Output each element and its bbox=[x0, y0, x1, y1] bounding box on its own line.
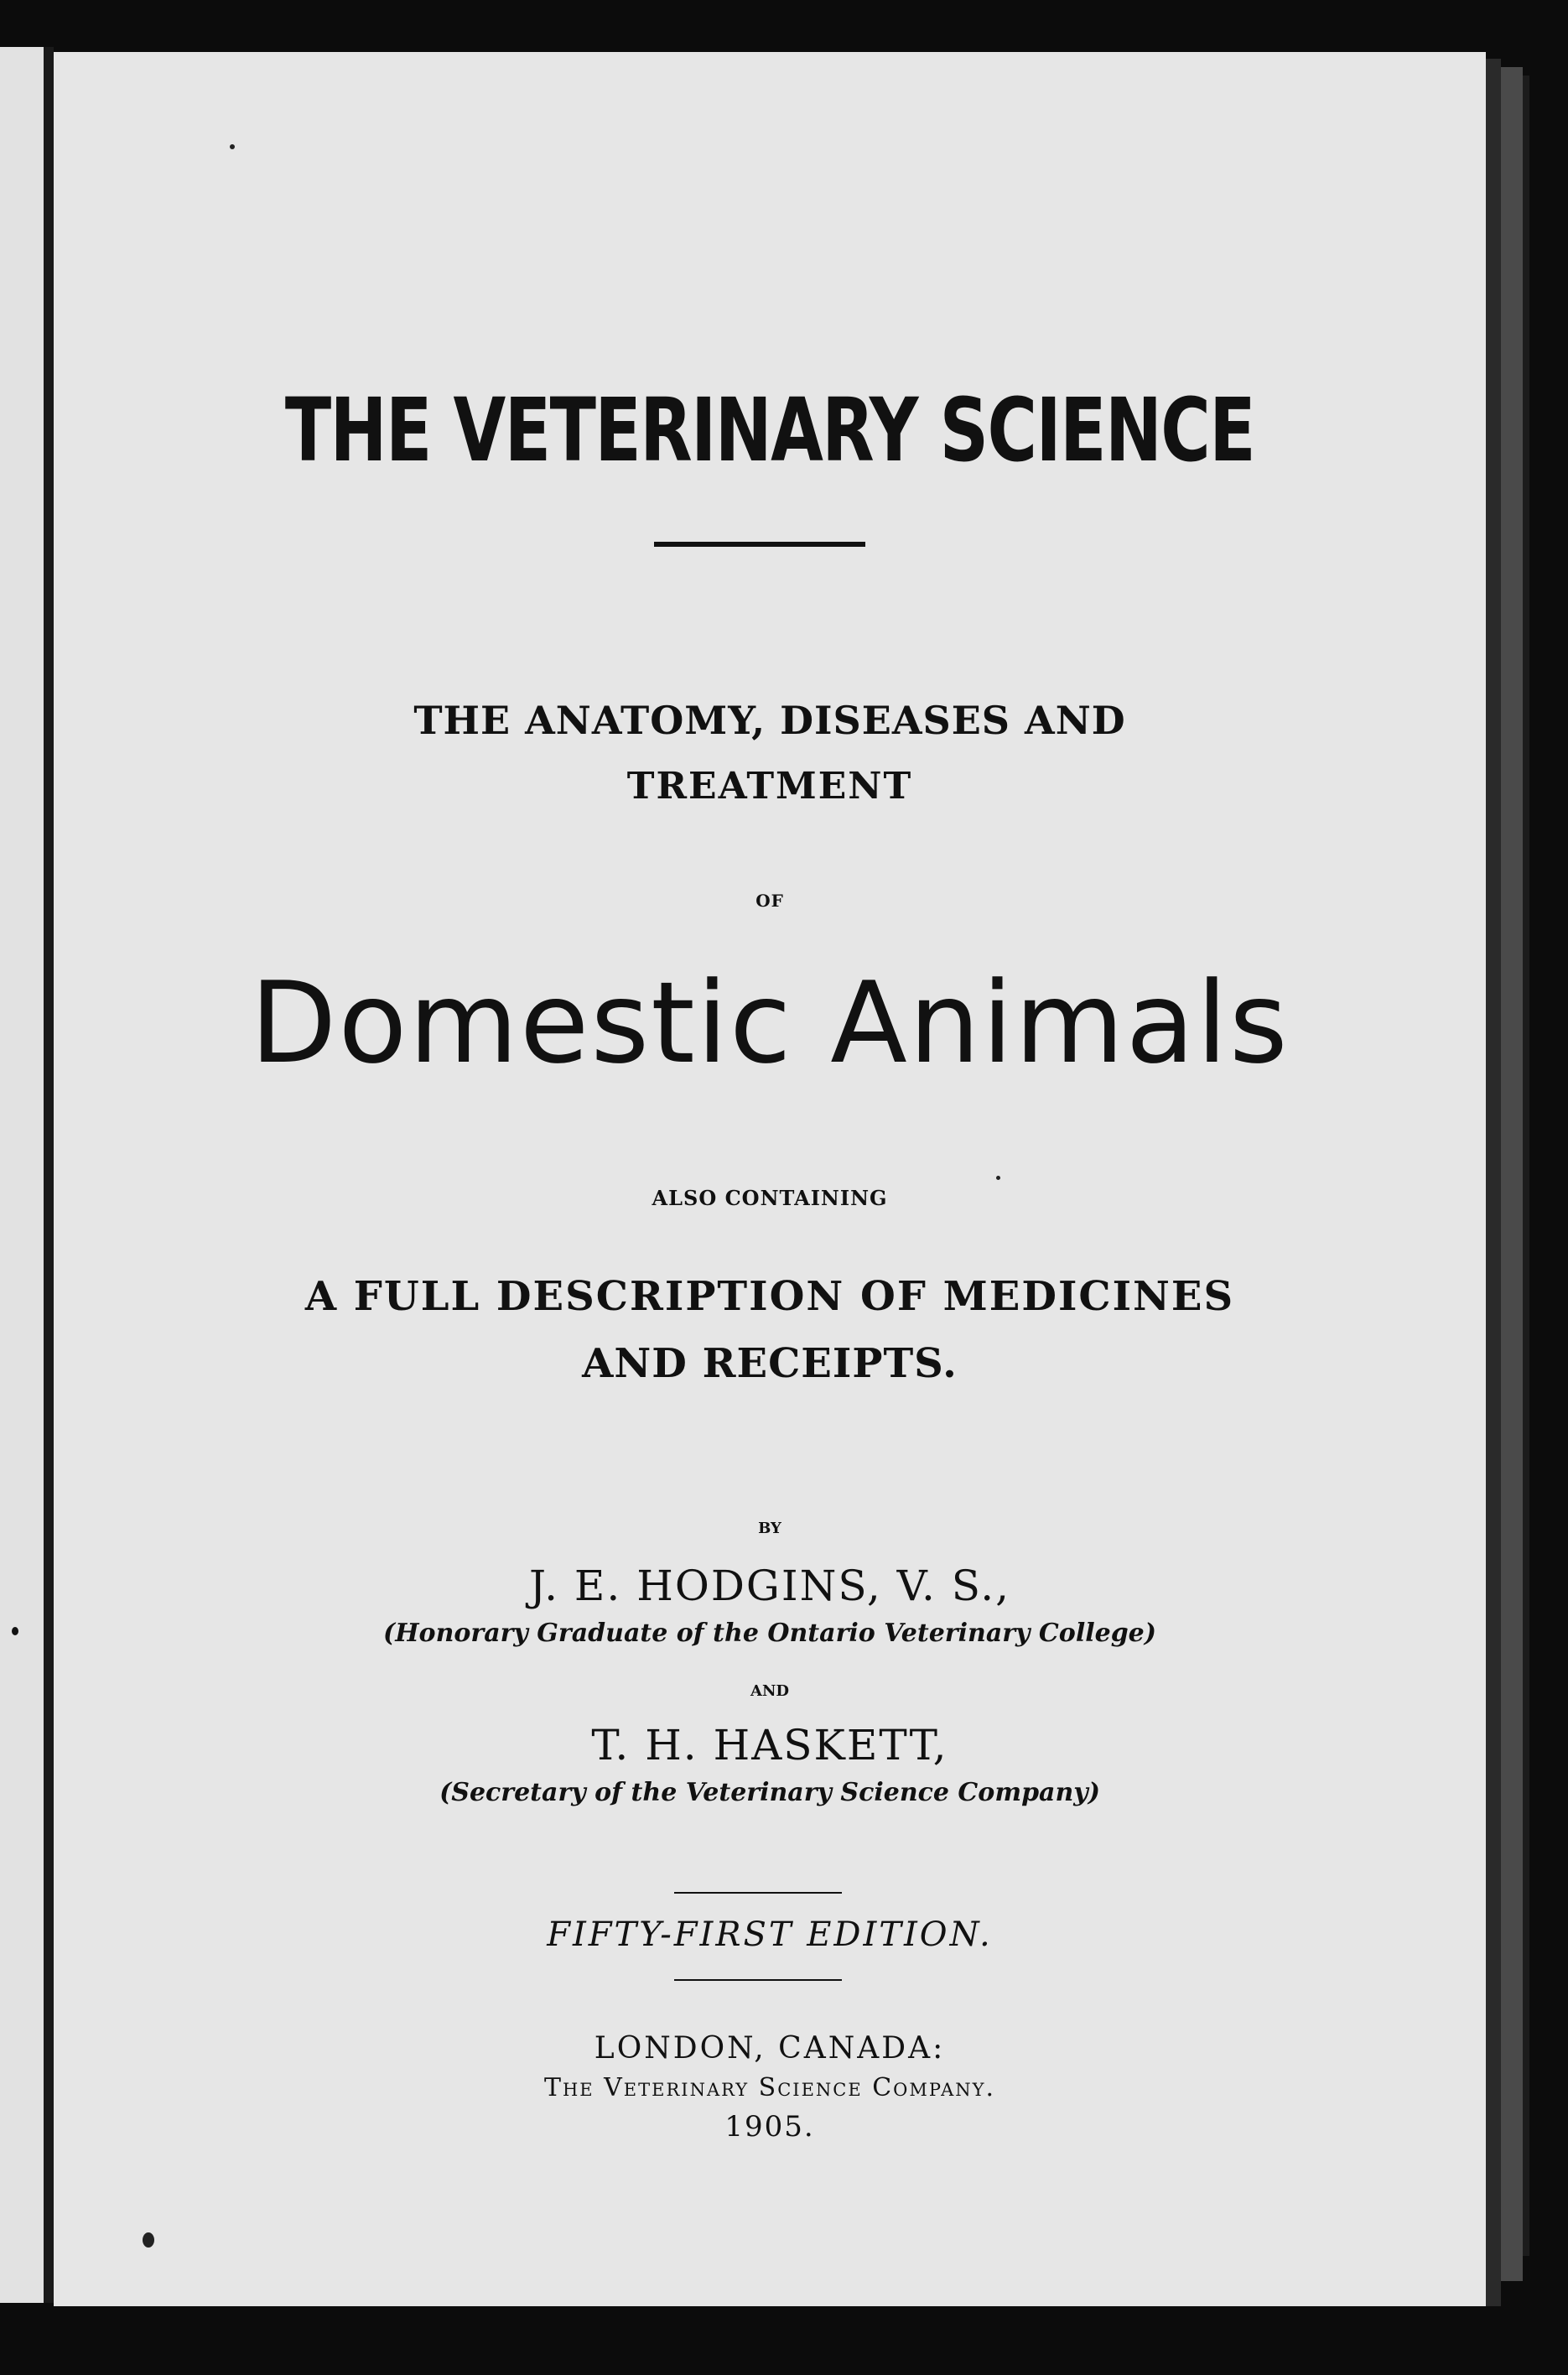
page-stack-edge bbox=[1486, 59, 1501, 2306]
edition-rule-bottom bbox=[674, 1979, 842, 1981]
scan-speck bbox=[230, 144, 235, 149]
scan-speck bbox=[12, 1627, 18, 1635]
description-line-2: AND RECEIPTS. bbox=[582, 1340, 958, 1387]
author-2-credential: (Secretary of the Veterinary Science Company) bbox=[439, 1778, 1100, 1807]
scan-speck bbox=[996, 1176, 1000, 1180]
subtitle-line-2: TREATMENT bbox=[626, 765, 913, 808]
also-containing-label: ALSO CONTAINING bbox=[652, 1186, 888, 1210]
page-stack-edge bbox=[1501, 67, 1523, 2281]
and-label: AND bbox=[750, 1682, 790, 1700]
description-line-1: A FULL DESCRIPTION OF MEDICINES bbox=[304, 1273, 1235, 1320]
author-1-credential: (Honorary Graduate of the Ontario Veterinary College) bbox=[383, 1619, 1156, 1648]
title-page bbox=[54, 52, 1486, 2306]
edition-label: FIFTY-FIRST EDITION. bbox=[547, 1915, 993, 1954]
by-label: BY bbox=[758, 1520, 781, 1537]
publisher-name: The Veterinary Science Company. bbox=[543, 2073, 996, 2102]
page-stack-edge bbox=[1523, 75, 1529, 2256]
author-1-name: J. E. HODGINS, V. S., bbox=[528, 1562, 1011, 1610]
scan-speck bbox=[143, 2232, 154, 2248]
facing-page-edge bbox=[0, 47, 44, 2303]
title-rule bbox=[654, 542, 865, 547]
publisher-city: LONDON, CANADA: bbox=[594, 2031, 946, 2066]
publication-year: 1905. bbox=[724, 2110, 815, 2144]
book-gutter bbox=[44, 47, 54, 2303]
subtitle-line-1: THE ANATOMY, DISEASES AND bbox=[413, 698, 1126, 743]
author-2-name: T. H. HASKETT, bbox=[591, 1721, 948, 1770]
main-subject-heading: Domestic Animals bbox=[250, 958, 1290, 1089]
of-label: OF bbox=[755, 891, 784, 911]
edition-rule-top bbox=[674, 1892, 842, 1894]
main-title: THE VETERINARY SCIENCE bbox=[284, 379, 1255, 481]
